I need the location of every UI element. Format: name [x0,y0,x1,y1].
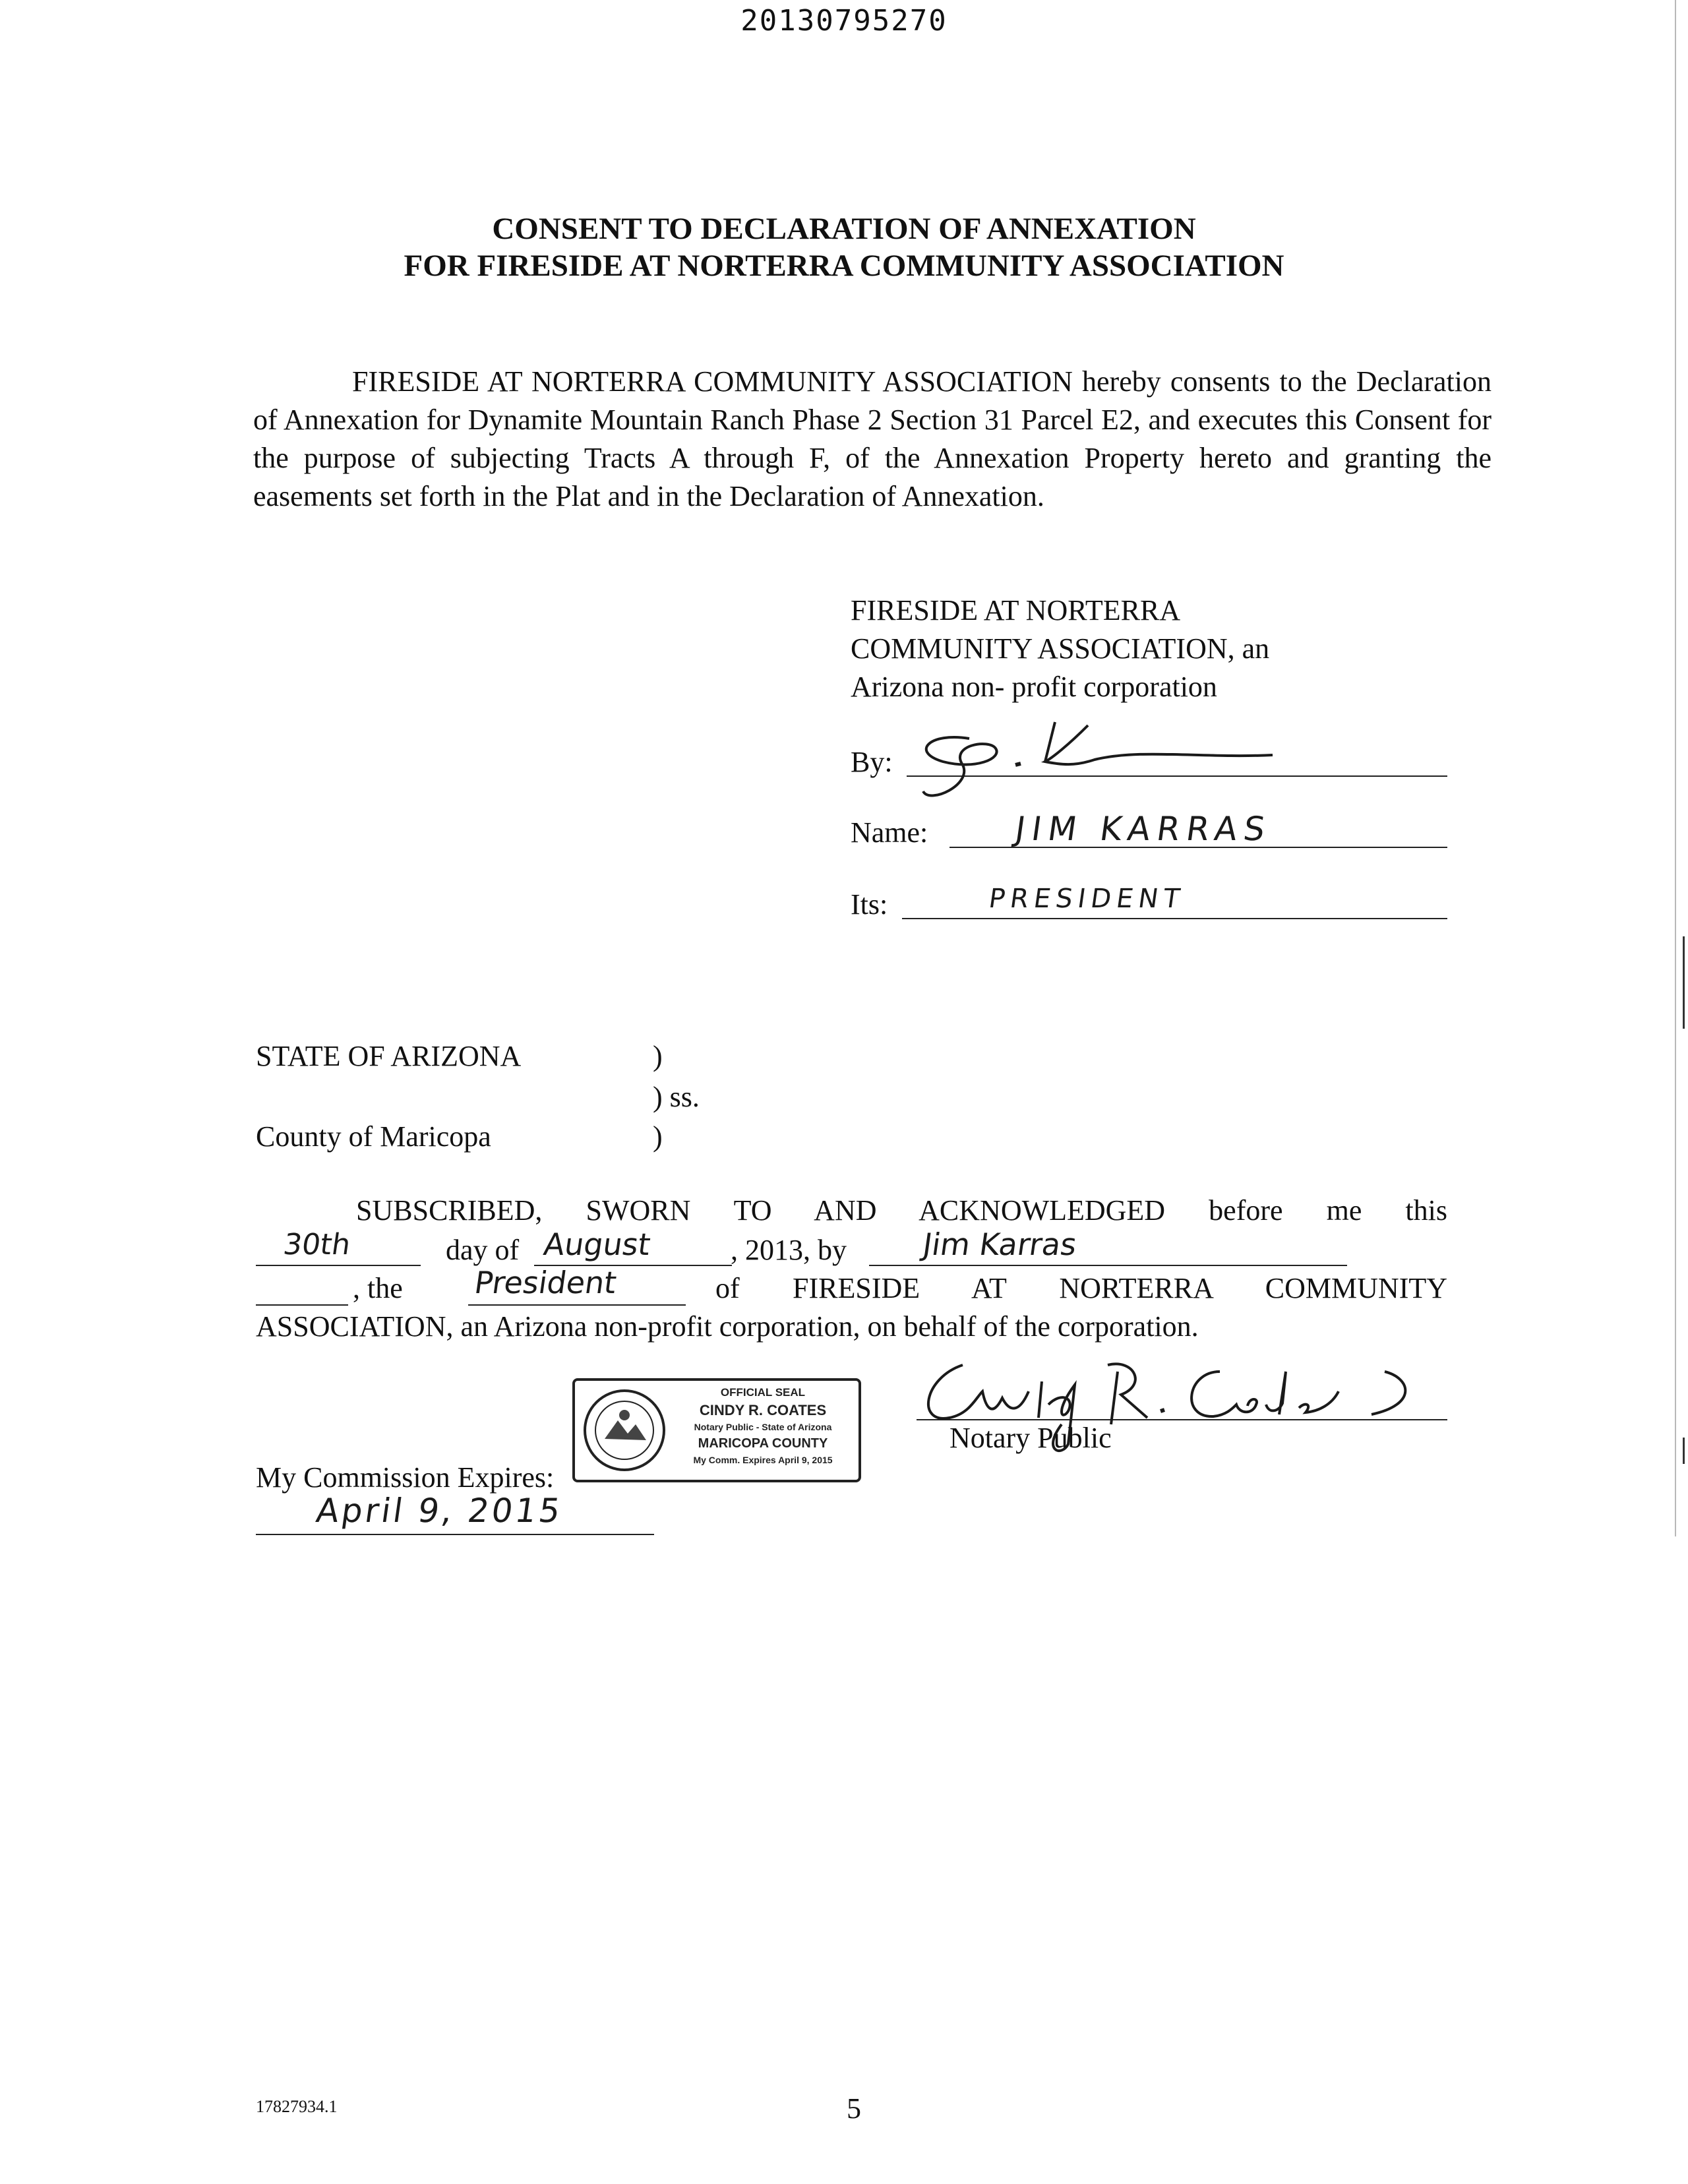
signer-blank [869,1265,1347,1266]
leading-blank [256,1304,348,1306]
consent-paragraph-text: FIRESIDE AT NORTERRA COMMUNITY ASSOCIATION hereby consents to the Declaration of Annexation for Dynamite Mountain Ranch Phase 2 Section 31 Parcel E2, and executes this Consent for the purpose of subjecting Tracts A through F, of the Annexation Property hereto and granting the easements set forth in the Plat and in the Declaration of Annexation. [253,365,1492,512]
commission-expires-label: My Commission Expires: [256,1461,555,1494]
title-blank [468,1304,686,1306]
notary-seal-stamp [572,1378,861,1482]
acknowledgment-line4: ASSOCIATION, an Arizona non-profit corporation, on behalf of the corporation. [256,1310,1199,1343]
by-label: By: [851,746,893,778]
venue-paren-3: ) [653,1120,663,1153]
entity-line1: FIRESIDE AT NORTERRA [851,594,1181,626]
document-title-line1: CONSENT TO DECLARATION OF ANNEXATION [492,212,1196,246]
page-number: 5 [847,2092,861,2125]
commission-expires-handwritten: April 9, 2015 [313,1492,566,1530]
name-label: Name: [851,816,928,849]
scan-edge-line [1675,0,1676,1536]
venue-paren-1: ) [653,1040,663,1072]
acknowledgment-line1: SUBSCRIBED, SWORN TO AND ACKNOWLEDGED before me this [356,1194,1447,1227]
day-handwritten: 30th [281,1228,353,1261]
document-title-line2: FOR FIRESIDE AT NORTERRA COMMUNITY ASSOCIATION [404,249,1284,283]
scan-mark [1683,1438,1685,1464]
month-handwritten: August [541,1227,653,1262]
entity-line2: COMMUNITY ASSOCIATION, an [851,632,1270,665]
president-signature [903,712,1299,811]
acknowledgment-of-text: of FIRESIDE AT NORTERRA COMMUNITY [715,1272,1447,1304]
footer-doc-id: 17827934.1 [256,2097,338,2116]
consent-paragraph [253,363,1492,516]
state-seal-icon [582,1387,667,1473]
venue-county: County of Maricopa [256,1120,491,1153]
year-text: , 2013, by [731,1234,847,1266]
day-blank [256,1265,421,1266]
seal-state: Notary Public - State of Arizona [694,1422,832,1432]
its-label: Its: [851,888,888,921]
signer-handwritten: Jim Karras [920,1227,1079,1262]
entity-line3: Arizona non- profit corporation [851,671,1217,703]
scan-mark [1683,936,1685,1029]
commission-expires-line [256,1534,654,1535]
name-handwritten: JIM KARRAS [1012,810,1275,848]
seal-county: MARICOPA COUNTY [698,1436,828,1451]
seal-official-label: OFFICIAL SEAL [720,1386,806,1399]
day-of-label: day of [446,1234,520,1266]
its-line [902,918,1447,919]
venue-state: STATE OF ARIZONA [256,1040,522,1072]
venue-ss: ) ss. [653,1081,700,1113]
seal-expiration: My Comm. Expires April 9, 2015 [693,1455,833,1465]
seal-notary-name: CINDY R. COATES [699,1402,827,1418]
notary-public-label: Notary Public [950,1422,1112,1454]
the-label: , the [353,1272,403,1304]
ack-title-handwritten: President [472,1265,619,1300]
title-handwritten: PRESIDENT [986,884,1188,914]
recording-number: 20130795270 [740,4,948,38]
